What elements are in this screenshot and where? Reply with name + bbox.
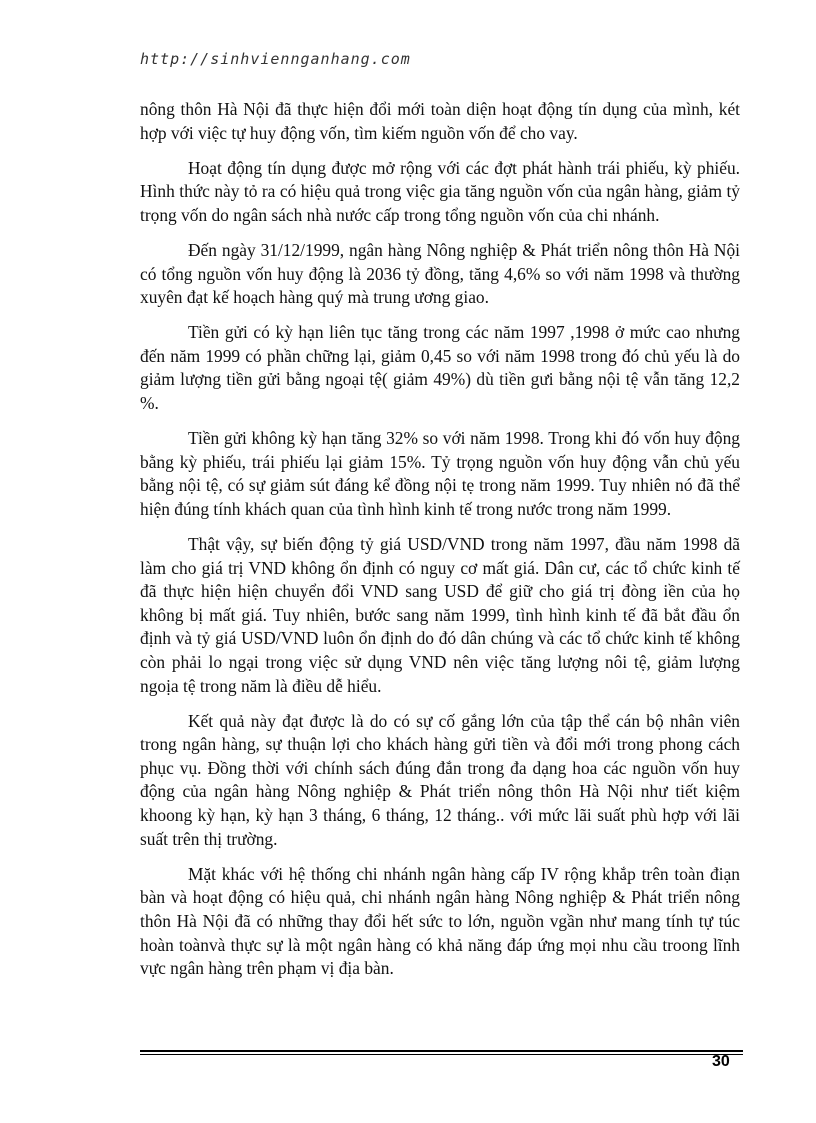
paragraph: Hoạt động tín dụng được mở rộng với các đợt phát hành trái phiếu, kỳ phiếu. Hình thức này tỏ ra có hiệu quả trong việc gia tăng nguồn vốn của ngân hàng, giảm tỷ trọng vốn do ngân sách nhà nước cấp trong tổng nguồn vốn của chi nhánh. — [140, 157, 740, 225]
paragraph: Tiền gửi có kỳ hạn liên tục tăng trong các năm 1997 ,1998 ở mức cao nhưng đến năm 1999 có phần chững lại, giảm 0,45 so với năm 1998 trong đó chủ yếu là do giảm lượng tiền gửi bằng ngoại tệ( giảm 49%) dù tiền gưi bằng nội tệ vẫn tăng 12,2 %. — [140, 322, 740, 414]
page-body — [140, 98, 740, 992]
paragraph-continuation: nông thôn Hà Nội đã thực hiện đổi mới toàn diện hoạt động tín dụng của mình, két hợp với việc tự huy động vốn, tìm kiếm nguồn vốn để cho vay. — [140, 99, 740, 143]
page-number: 30 — [712, 1053, 730, 1070]
paragraph: Thật vậy, sự biến động tỷ giá USD/VND trong năm 1997, đầu năm 1998 dã làm cho giá trị VND không ổn định có nguy cơ mất giá. Dân cư, các tổ chức kinh tế đã thực hiện hiện chuyển đổi VND sang USD để giữ cho giá trị đòng iền của họ không bị mất giá. Tuy nhiên, bước sang năm 1999, tình hình kinh tế đã bắt đầu ổn định và tỷ giá USD/VND luôn ổn định do đó dân chúng và các tổ chức kinh tế không còn phải lo ngại trong việc sử dụng VND nên việc tăng lượng nôi tệ, giảm lượng ngoịa tệ trong năm là điều dễ hiểu. — [140, 534, 740, 696]
paragraph: Mặt khác với hệ thống chi nhánh ngân hàng cấp IV rộng khắp trên toàn điạn bàn và hoạt động có hiệu quả, chi nhánh ngân hàng Nông nghiệp & Phát triển nông thôn Hà Nội đã có những thay đổi hết sức to lớn, nguồn vgần như mang tính tự túc hoàn toànvà thực sự là một ngân hàng có khả năng đáp ứng mọi nhu cầu troong lĩnh vực ngân hàng trên phạm vị địa bàn. — [140, 863, 740, 979]
footer-rule — [140, 1050, 743, 1052]
paragraph: Tiền gửi không kỳ hạn tăng 32% so với năm 1998. Trong khi đó vốn huy động bằng kỳ phiếu, trái phiếu lại giảm 15%. Tỷ trọng nguồn vốn huy động vẫn chủ yếu bằng nội tệ, có sự giảm sút đáng kể đồng nội tẹ trong năm 1999. Tuy nhiên nó đã thể hiện đúng tính khách quan của tình hình kinh tế trong nước trong năm 1999. — [140, 428, 740, 519]
paragraph: Đến ngày 31/12/1999, ngân hàng Nông nghiệp & Phát triển nông thôn Hà Nội có tổng nguồn vốn huy động là 2036 tỷ đồng, tăng 4,6% so với năm 1998 và thường xuyên đạt kế hoạch hàng quý mà trung ương giao. — [140, 239, 740, 308]
footer-rule-thin — [140, 1054, 743, 1055]
paragraph: Kết quả này đạt được là do có sự cố gắng lớn của tập thể cán bộ nhân viên trong ngân hàng, sự thuận lợi cho khách hàng gửi tiền và đổi mới trong phong cách phục vụ. Đồng thời với chính sách đúng đắn trong đa dạng hoa các nguồn vốn huy động của ngân hàng Nông nghiệp & Phát triển nông thôn Hà Nội như tiết kiệm khoong kỳ hạn, kỳ hạn 3 tháng, 6 tháng, 12 tháng.. với mức lãi suất phù hợp với lãi suất trên thị trường. — [140, 710, 740, 849]
header-url: http://sinhviennganhang.com — [140, 50, 411, 68]
